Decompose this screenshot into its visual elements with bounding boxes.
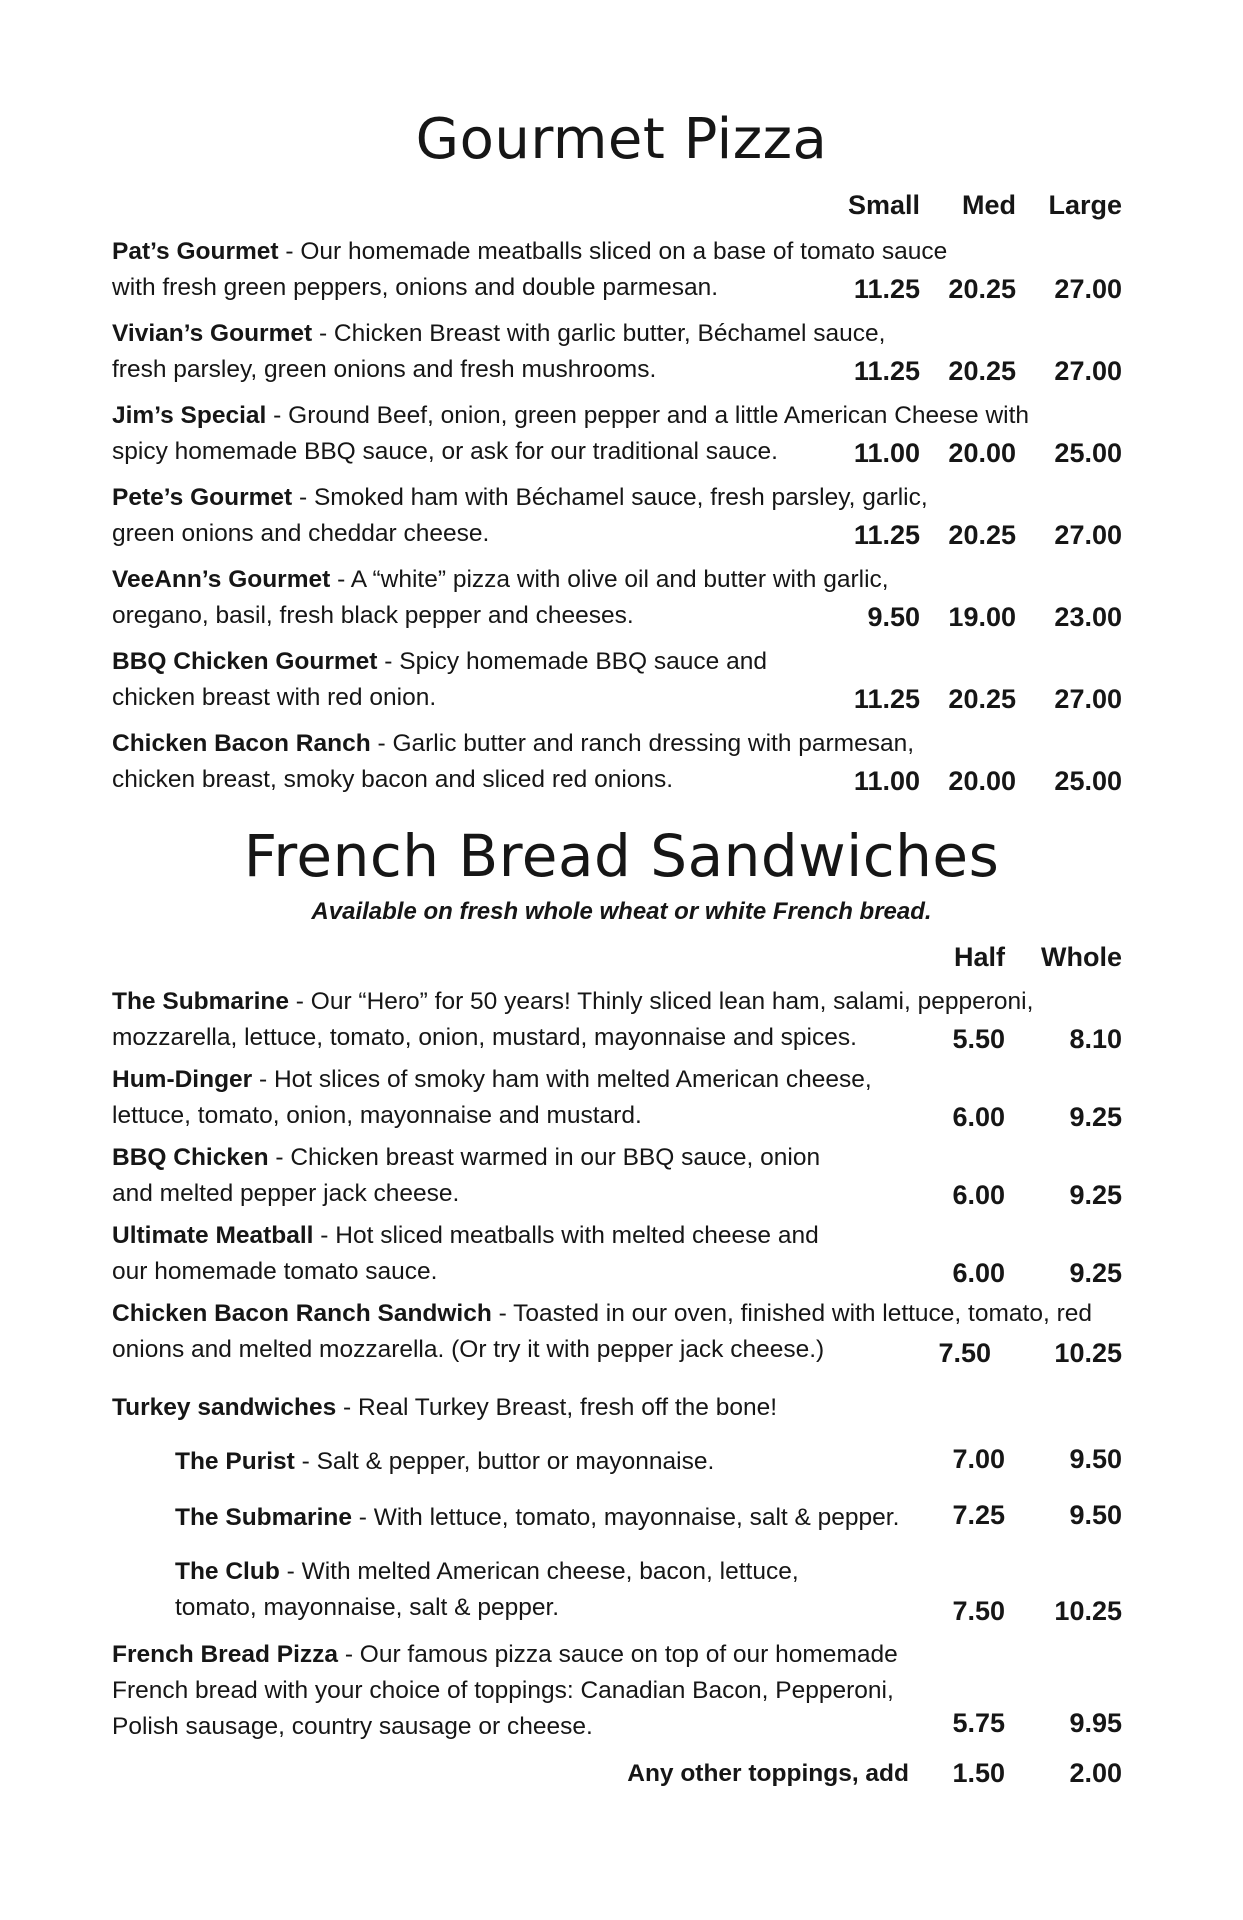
- french-bread-subtitle: Available on fresh whole wheat or white French bread.: [311, 898, 932, 925]
- price-small: 9.50: [867, 602, 920, 632]
- price-whole: 9.50: [1069, 1444, 1122, 1474]
- price-med: 19.00: [948, 602, 1016, 632]
- item-name: French Bread Pizza: [112, 1641, 339, 1668]
- price-whole: 8.10: [1069, 1024, 1122, 1054]
- price-half: 6.00: [952, 1258, 1005, 1288]
- price-small: 11.25: [853, 274, 920, 304]
- price-large: 27.00: [1054, 356, 1122, 386]
- column-half: Half: [953, 942, 1005, 972]
- item-name: Chicken Bacon Ranch: [112, 730, 371, 757]
- item-desc: - Garlic butter and ranch dressing with parmesan,: [370, 730, 915, 757]
- item-name: VeeAnn’s Gourmet: [112, 566, 331, 593]
- item-desc: with fresh green peppers, onions and double parmesan.: [112, 274, 719, 301]
- price-whole: 9.50: [1069, 1500, 1122, 1530]
- pizza-item: [112, 316, 942, 388]
- item-name: Pete’s Gourmet: [112, 484, 293, 511]
- sandwich-item: [112, 1218, 942, 1290]
- item-desc: our homemade tomato sauce.: [112, 1258, 438, 1285]
- pizza-item: [112, 562, 942, 634]
- pizza-item: [112, 480, 942, 552]
- item-desc: - Our “Hero” for 50 years! Thinly sliced lean ham, salami, pepperoni,: [288, 988, 1034, 1015]
- item-desc: - Hot slices of smoky ham with melted American cheese,: [252, 1066, 872, 1093]
- price-whole: 10.25: [1054, 1338, 1122, 1368]
- item-desc: and melted pepper jack cheese.: [112, 1180, 460, 1207]
- addon-label: Any other toppings, add: [627, 1760, 909, 1787]
- french-bread-pizza-item: [112, 1637, 942, 1745]
- price-whole: 9.25: [1069, 1102, 1122, 1132]
- item-desc: - Ground Beef, onion, green pepper and a little American Cheese with: [266, 402, 1030, 429]
- item-desc: - Our homemade meatballs sliced on a base of tomato sauce: [278, 238, 948, 265]
- item-name: The Submarine: [112, 988, 289, 1015]
- item-desc: - Chicken Breast with garlic butter, Béchamel sauce,: [312, 320, 886, 347]
- price-small: 11.25: [853, 684, 920, 714]
- item-desc: oregano, basil, fresh black pepper and cheeses.: [112, 602, 634, 629]
- item-desc: mozzarella, lettuce, tomato, onion, mustard, mayonnaise and spices.: [112, 1024, 857, 1051]
- item-name: BBQ Chicken: [112, 1144, 269, 1171]
- addon-row: [0, 1760, 909, 1788]
- price-med: 20.25: [948, 520, 1016, 550]
- item-name: Hum-Dinger: [112, 1066, 253, 1093]
- turkey-item: [175, 1500, 1005, 1536]
- pizza-item: [112, 726, 942, 798]
- price-large: 25.00: [1054, 766, 1122, 796]
- price-med: 20.25: [948, 684, 1016, 714]
- price-small: 11.00: [853, 438, 920, 468]
- price-half: 7.25: [952, 1500, 1005, 1530]
- price-large: 23.00: [1054, 602, 1122, 632]
- price-whole: 9.95: [1069, 1708, 1122, 1738]
- item-desc: green onions and cheddar cheese.: [112, 520, 490, 547]
- french-bread-title: French Bread Sandwiches: [243, 822, 1000, 890]
- price-whole: 9.25: [1069, 1180, 1122, 1210]
- price-large: 27.00: [1054, 274, 1122, 304]
- pizza-item: [112, 644, 942, 716]
- turkey-item: [175, 1444, 1005, 1480]
- turkey-heading: [112, 1390, 942, 1426]
- item-desc: fresh parsley, green onions and fresh mushrooms.: [112, 356, 657, 383]
- item-desc: French bread with your choice of toppings: Canadian Bacon, Pepperoni,: [112, 1677, 894, 1704]
- gourmet-pizza-title: Gourmet Pizza: [415, 107, 828, 172]
- price-half: 7.50: [938, 1338, 991, 1368]
- item-name: The Submarine: [175, 1504, 352, 1531]
- item-desc: - Salt & pepper, buttor or mayonnaise.: [294, 1448, 715, 1475]
- price-small: 11.25: [853, 356, 920, 386]
- item-name: Ultimate Meatball: [112, 1222, 314, 1249]
- price-half: 6.00: [952, 1102, 1005, 1132]
- item-name: BBQ Chicken Gourmet: [112, 648, 378, 675]
- item-desc: - Chicken breast warmed in our BBQ sauce, onion: [268, 1144, 821, 1171]
- price-large: 27.00: [1054, 520, 1122, 550]
- price-half: 1.50: [952, 1758, 1005, 1788]
- price-small: 11.25: [853, 520, 920, 550]
- item-name: Turkey sandwiches: [112, 1394, 337, 1421]
- price-half: 6.00: [952, 1180, 1005, 1210]
- price-med: 20.00: [948, 438, 1016, 468]
- item-desc: - A “white” pizza with olive oil and butter with garlic,: [330, 566, 889, 593]
- turkey-item: [175, 1554, 1005, 1626]
- price-large: 25.00: [1054, 438, 1122, 468]
- item-desc: - Hot sliced meatballs with melted cheese and: [313, 1222, 819, 1249]
- item-desc: - With lettuce, tomato, mayonnaise, salt & pepper.: [351, 1504, 900, 1531]
- column-whole: Whole: [1041, 942, 1122, 972]
- item-desc: Polish sausage, country sausage or cheese.: [112, 1713, 593, 1740]
- sandwich-item: [112, 1062, 942, 1134]
- column-large: Large: [1048, 190, 1122, 220]
- sandwich-item: [112, 1140, 942, 1212]
- price-med: 20.00: [948, 766, 1016, 796]
- price-large: 27.00: [1054, 684, 1122, 714]
- item-desc: onions and melted mozzarella. (Or try it with pepper jack cheese.): [112, 1336, 825, 1363]
- item-desc: - Our famous pizza sauce on top of our homemade: [338, 1641, 898, 1668]
- price-half: 7.00: [952, 1444, 1005, 1474]
- price-whole: 2.00: [1069, 1758, 1122, 1788]
- item-name: Vivian’s Gourmet: [112, 320, 313, 347]
- item-name: Chicken Bacon Ranch Sandwich: [112, 1300, 492, 1327]
- item-desc: spicy homemade BBQ sauce, or ask for our traditional sauce.: [112, 438, 778, 465]
- item-desc: - Spicy homemade BBQ sauce and: [377, 648, 767, 675]
- item-desc: - Toasted in our oven, finished with lettuce, tomato, red: [491, 1300, 1092, 1327]
- price-small: 11.00: [853, 766, 920, 796]
- price-half: 7.50: [952, 1596, 1005, 1626]
- column-med: Med: [962, 190, 1016, 220]
- item-desc: - Real Turkey Breast, fresh off the bone!: [336, 1394, 778, 1421]
- item-desc: - With melted American cheese, bacon, lettuce,: [279, 1558, 799, 1585]
- item-desc: chicken breast, smoky bacon and sliced red onions.: [112, 766, 674, 793]
- price-whole: 9.25: [1069, 1258, 1122, 1288]
- item-desc: lettuce, tomato, onion, mayonnaise and mustard.: [112, 1102, 642, 1129]
- item-desc: tomato, mayonnaise, salt & pepper.: [175, 1594, 560, 1621]
- price-whole: 10.25: [1054, 1596, 1122, 1626]
- item-desc: - Smoked ham with Béchamel sauce, fresh parsley, garlic,: [292, 484, 928, 511]
- item-name: Jim’s Special: [112, 402, 267, 429]
- item-name: The Purist: [175, 1448, 295, 1475]
- pizza-item: [112, 234, 948, 306]
- price-med: 20.25: [948, 274, 1016, 304]
- item-name: The Club: [175, 1558, 280, 1585]
- item-name: Pat’s Gourmet: [112, 238, 279, 265]
- price-half: 5.75: [952, 1708, 1005, 1738]
- column-small: Small: [847, 190, 920, 220]
- price-med: 20.25: [948, 356, 1016, 386]
- price-half: 5.50: [952, 1024, 1005, 1054]
- item-desc: chicken breast with red onion.: [112, 684, 437, 711]
